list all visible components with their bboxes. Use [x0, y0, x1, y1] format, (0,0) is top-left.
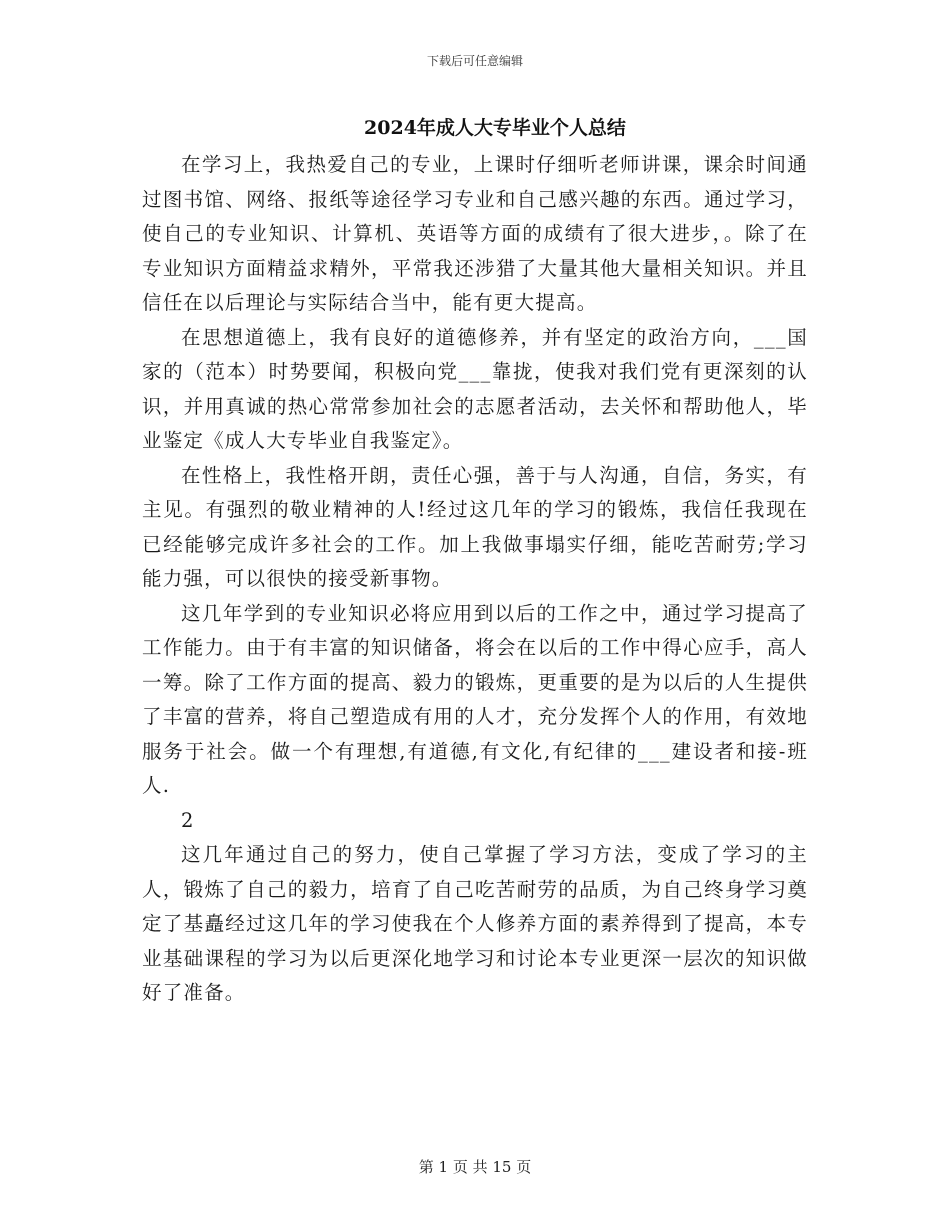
- paragraph-personality: 在性格上，我性格开朗，责任心强，善于与人沟通，自信，务实，有主见。有强烈的敬业精神的人!经过这几年的学习的锻炼，我信任我现在已经能够完成许多社会的工作。加上我做事塌实仔细，能吃苦耐劳;学习能力强，可以很快的接受新事物。: [142, 463, 808, 590]
- paragraph-knowledge: 这几年学到的专业知识必将应用到以后的工作之中，通过学习提高了工作能力。由于有丰富的知识储备，将会在以后的工作中得心应手，高人一筹。除了工作方面的提高、毅力的锻炼，更重要的是为以后的人生提供了丰富的营养，将自己塑造成有用的人才，充分发挥个人的作用，有效地服务于社会。做一个有理想,有道德,有文化,有纪律的___建设者和接-班人.: [142, 601, 808, 797]
- page-header-note: 下载后可任意编辑: [426, 54, 523, 68]
- paragraph-effort: 这几年通过自己的努力，使自己掌握了学习方法，变成了学习的主人，锻炼了自己的毅力，培育了自己吃苦耐劳的品质，为自己终身学习奠定了基矗经过这几年的学习使我在个人修养方面的素养得到了提高，本专业基础课程的学习为以后更深化地学习和讨论本专业更深一层次的知识做好了准备。: [142, 843, 808, 1004]
- paragraph-morality: 在思想道德上，我有良好的道德修养，并有坚定的政治方向，___国家的（范本）时势要闻，积极向党___靠拢，使我对我们党有更深刻的认识，并用真诚的热心常常参加社会的志愿者活动，去关怀和帮助他人，毕业鉴定《成人大专毕业自我鉴定》。: [142, 325, 808, 452]
- document-body: [142, 148, 808, 1011]
- document-title: 2024年成人大专毕业个人总结: [364, 117, 626, 139]
- paragraph-study: 在学习上，我热爱自己的专业，上课时仔细听老师讲课，课余时间通过图书馆、网络、报纸等途径学习专业和自己感兴趣的东西。通过学习，使自己的专业知识、计算机、英语等方面的成绩有了很大进步，。除了在专业知识方面精益求精外，平常我还涉猎了大量其他大量相关知识。并且信任在以后理论与实际结合当中，能有更大提高。: [142, 153, 808, 314]
- page-number-footer: 第 1 页 共 15 页: [418, 1158, 532, 1176]
- section-number: 2: [181, 808, 195, 832]
